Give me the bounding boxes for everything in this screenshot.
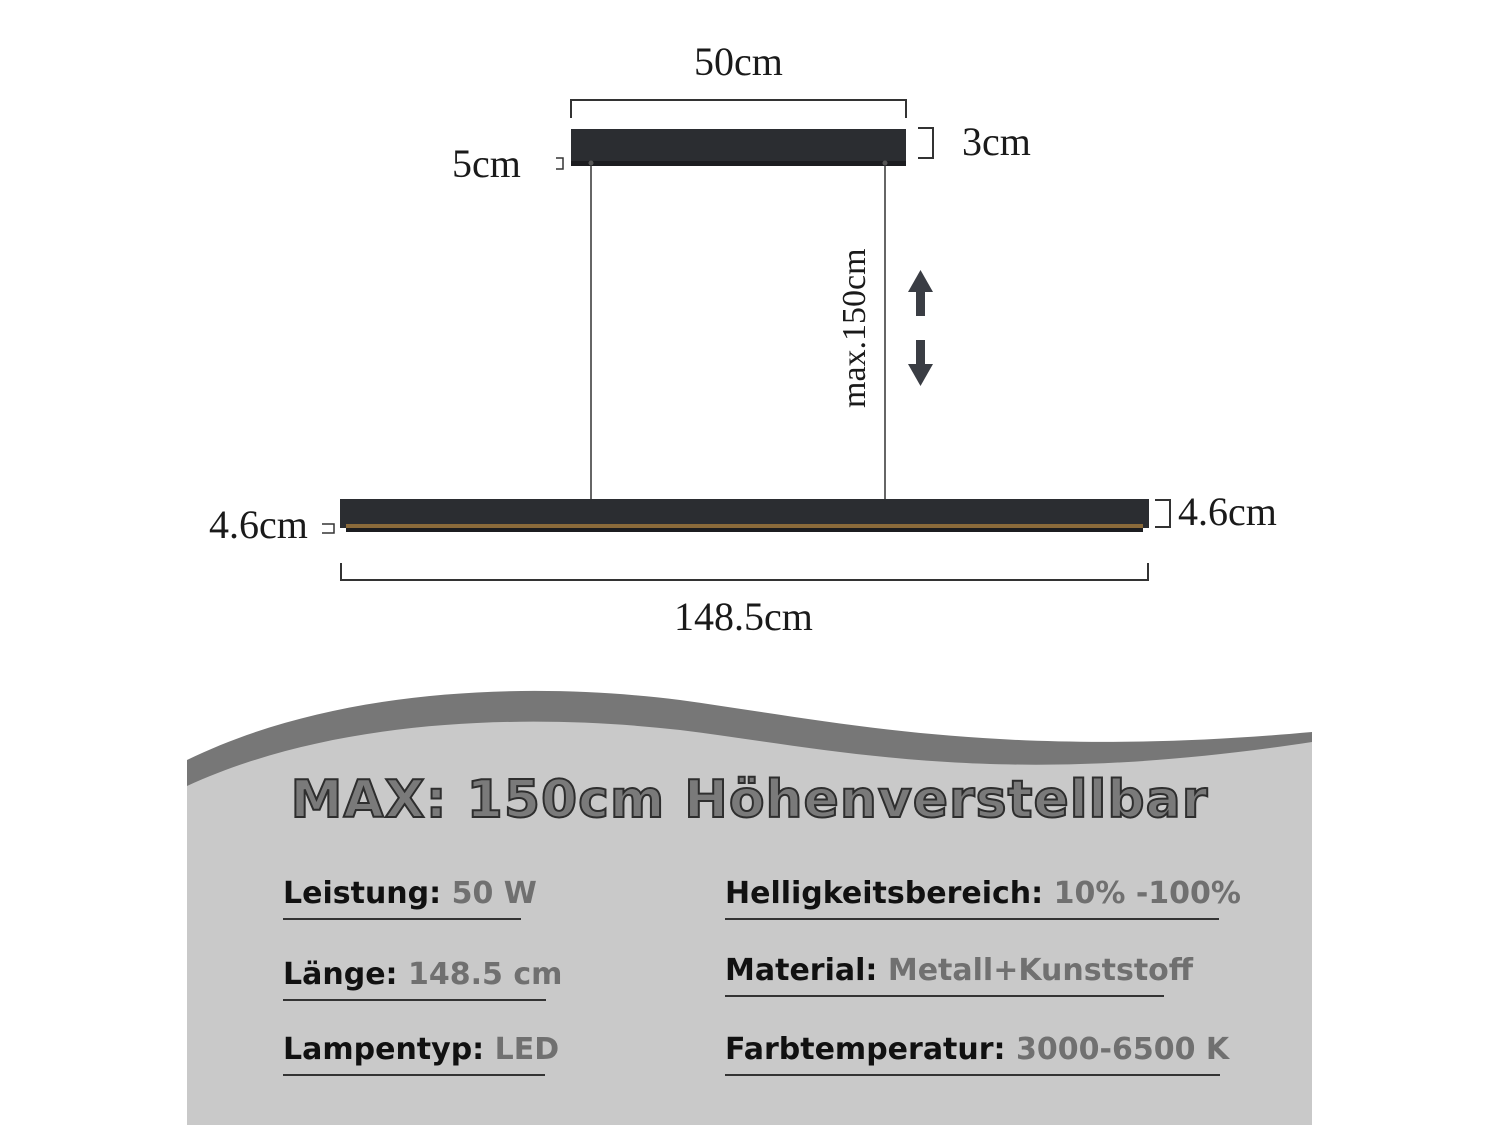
cable-length-label: max.150cm bbox=[836, 248, 873, 408]
spec-length bbox=[283, 957, 563, 1001]
spec-lamp-type-key: Lampentyp: bbox=[283, 1032, 485, 1067]
spec-material bbox=[725, 953, 1194, 997]
canopy-height-label: 3cm bbox=[962, 119, 1031, 164]
spec-brightness-key: Helligkeitsbereich: bbox=[725, 876, 1044, 911]
spec-power-key: Leistung: bbox=[283, 876, 442, 911]
spec-material-value: Metall+Kunststoff bbox=[887, 953, 1194, 988]
bar-height-label: 4.6cm bbox=[1178, 489, 1277, 534]
spec-color-temperature-value: 3000-6500 K bbox=[1016, 1032, 1230, 1067]
spec-brightness-value: 10% -100% bbox=[1053, 876, 1241, 911]
headline: MAX: 150cm Höhenverstellbar bbox=[290, 770, 1209, 830]
spec-power bbox=[283, 876, 537, 920]
spec-color-temperature-key: Farbtemperatur: bbox=[725, 1032, 1006, 1067]
spec-color-temperature bbox=[725, 1032, 1230, 1076]
spec-lamp-type-value: LED bbox=[494, 1032, 560, 1067]
spec-material-key: Material: bbox=[725, 953, 878, 988]
spec-power-value: 50 W bbox=[451, 876, 537, 911]
spec-lamp-type bbox=[283, 1032, 560, 1076]
canopy-depth-label: 5cm bbox=[452, 141, 521, 186]
bar-length-label: 148.5cm bbox=[674, 594, 813, 639]
spec-length-key: Länge: bbox=[283, 957, 398, 992]
spec-length-value: 148.5 cm bbox=[408, 957, 563, 992]
bar-depth-label: 4.6cm bbox=[209, 502, 308, 547]
canopy-width-label: 50cm bbox=[694, 39, 783, 84]
spec-brightness bbox=[725, 876, 1241, 920]
